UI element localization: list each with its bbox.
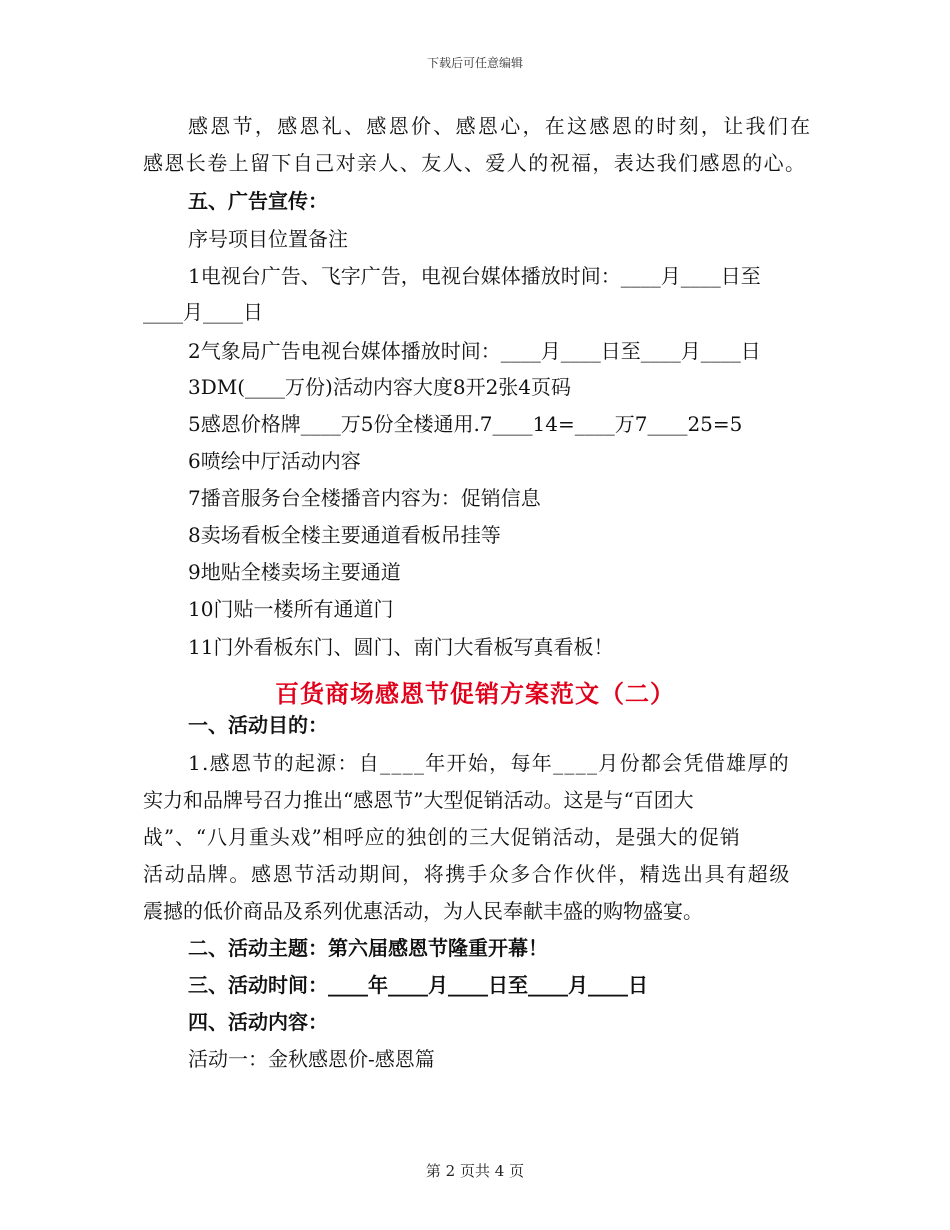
paragraph-line: 1.感恩节的起源：自____年开始，每年____月份都会凭借雄厚的 [188, 751, 790, 775]
paragraph-line: ____月____日 [143, 300, 263, 324]
paragraph-line: 活动品牌。感恩节活动期间，将携手众多合作伙伴，精选出具有超级 [143, 862, 791, 886]
paragraph-line: 2气象局广告电视台媒体播放时间：____月____日至____月____日 [188, 339, 761, 363]
paragraph-line: 战”、“八月重头戏”相呼应的独创的三大促销活动，是强大的促销 [143, 825, 741, 849]
section-heading: 三、活动时间：____年____月____日至____月____日 [188, 973, 648, 997]
section-heading: 二、活动主题：第六届感恩节隆重开幕！ [188, 936, 548, 960]
section-heading: 五、广告宣传： [188, 189, 328, 213]
paragraph-line: 5感恩价格牌____万5份全楼通用.7____14=____万7____25=5 [188, 412, 743, 436]
paragraph-line: 震撼的低价商品及系列优惠活动，为人民奉献丰盛的购物盛宴。 [143, 899, 703, 923]
paragraph-line: 感恩节，感恩礼、感恩价、感恩心，在这感恩的时刻，让我们在 [188, 114, 813, 138]
section-title: 百货商场感恩节促销方案范文（二） [275, 679, 675, 708]
paragraph-line: 序号项目位置备注 [188, 227, 348, 251]
paragraph-line: 8卖场看板全楼主要通道看板吊挂等 [188, 523, 501, 547]
paragraph-line: 1电视台广告、飞字广告，电视台媒体播放时间：____月____日至 [188, 264, 761, 288]
paragraph-line: 7播音服务台全楼播音内容为：促销信息 [188, 486, 541, 510]
paragraph-line: 活动一：金秋感恩价-感恩篇 [188, 1047, 435, 1071]
page-header: 下载后可任意编辑 [426, 56, 523, 70]
paragraph-line: 感恩长卷上留下自己对亲人、友人、爱人的祝福，表达我们感恩的心。 [143, 151, 807, 175]
section-heading: 四、活动内容： [188, 1010, 328, 1034]
page-footer: 第 2 页共 4 页 [425, 1162, 525, 1180]
paragraph-line: 9地贴全楼卖场主要通道 [188, 560, 401, 584]
paragraph-line: 3DM(____万份)活动内容大度8开2张4页码 [188, 375, 572, 399]
paragraph-line: 6喷绘中厅活动内容 [188, 449, 361, 473]
paragraph-line: 11门外看板东门、圆门、南门大看板写真看板！ [188, 635, 614, 659]
paragraph-line: 10门贴一楼所有通道门 [188, 597, 394, 621]
section-heading: 一、活动目的： [188, 713, 328, 737]
paragraph-line: 实力和品牌号召力推出“感恩节”大型促销活动。这是与“百团大 [143, 788, 694, 812]
